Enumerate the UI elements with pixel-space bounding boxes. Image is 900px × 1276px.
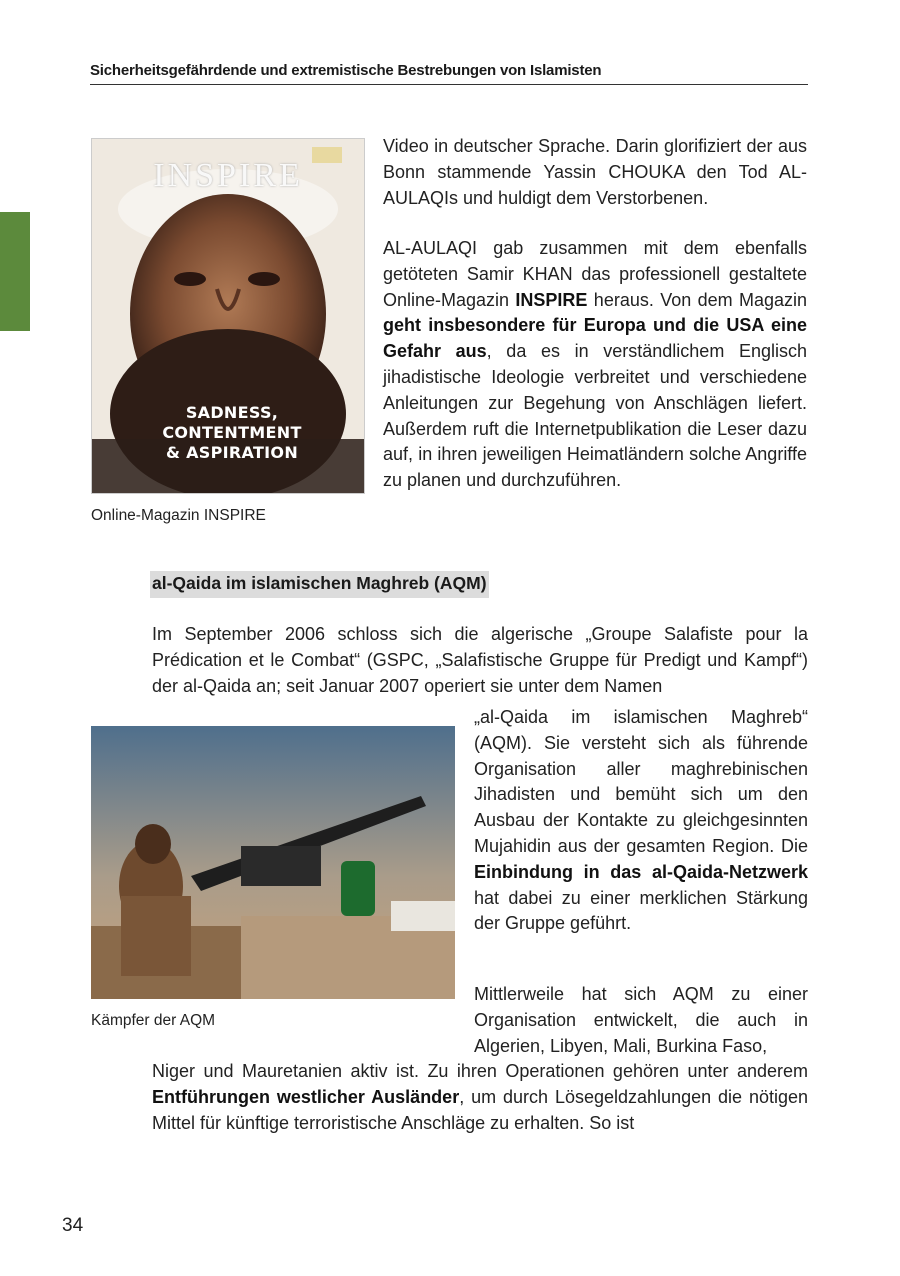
cover-headline-line-1: SADNESS, CONTENTMENT [162,403,302,442]
chapter-tab-marker [0,212,30,331]
paragraph-video: Video in deutscher Sprache. Darin glorifiziert der aus Bonn stammende Yassin CHOUKA den Tod AL-AULAQIs und huldigt dem Verstorbenen. [383,136,807,208]
paragraph-aqm-bold-1: Einbindung in das al-Qaida-Netzwerk [474,861,808,882]
cover-headline [132,403,332,463]
paragraph-inspire-text-3: , da es in verständlichem Englisch jihadistische Ideologie verbreitet und verschiedene Anleitungen zur Begehung von Anschlägen liefert. Außerdem ruft die Internetpublikation die Leser dazu auf, in ihren jeweiligen Heimatländern solche Angriffe zu planen und durchzuführen. [383,341,807,491]
cover-headline-line-2: & ASPIRATION [165,443,299,462]
paragraph-aqm-text-2: hat dabei zu einer merklichen Stärkung der Gruppe geführt. [474,887,808,934]
paragraph-kidnappings-text-1: Niger und Mauretanien aktiv ist. Zu ihren Operationen gehören unter anderem [152,1061,808,1081]
aqm-fighter-photo [91,726,455,999]
paragraph-kidnappings [152,1059,808,1136]
paragraph-inspire-bold-1: INSPIRE [515,289,588,310]
running-header: Sicherheitsgefährdende und extremistische Bestrebungen von Islamisten [90,62,602,79]
paragraph-aqm-description [474,705,808,937]
fighter-photo-graphic [91,726,455,999]
figure-caption-inspire: Online-Magazin INSPIRE [91,507,266,524]
paragraph-inspire-text-2: heraus. Von dem Magazin [587,289,807,310]
paragraph-inspire-text-1: AL-AULAQI gab zusammen mit dem ebenfalls getöteten Samir KHAN das professionell gestaltete Online-Magazin [383,238,807,310]
section-heading-aqm: al-Qaida im islamischen Maghreb (AQM) [150,571,489,598]
paragraph-inspire [383,236,807,494]
paragraph-gspc: Im September 2006 schloss sich die algerische „Groupe Salafiste pour la Prédication et le Combat“ (GSPC, „Salafistische Gruppe für Predigt und Kampf“) der al-Qaida an; seit Januar 2007 operiert sie unter dem Namen [152,624,808,696]
cover-magazine-title: INSPIRE [153,157,303,194]
paragraph-inspire-bold-2: geht insbesondere für Europa und die USA eine Gefahr aus [383,315,807,362]
magazine-cover-image [91,138,365,494]
paragraph-expansion: Mittlerweile hat sich AQM zu einer Organisation entwickelt, die auch in Algerien, Libyen, Mali, Burkina Faso, [474,984,808,1056]
paragraph-kidnappings-text-2: , um durch Lösegeldzahlungen die nötigen Mittel für künftige terroristische Anschläge zu erhalten. So ist [152,1086,809,1133]
figure-caption-fighter: Kämpfer der AQM [91,1012,216,1029]
paragraph-aqm-text-1: „al-Qaida im islamischen Maghreb“ (AQM). Sie versteht sich als führende Organisation aller maghrebinischen Jihadisten und bemüht sich um den Ausbau der Kontakte zu gleichgesinnten Mujahidin aus der gesamten Region. Die [474,707,808,856]
page-number: 34 [62,1215,84,1236]
header-rule [90,84,808,85]
paragraph-kidnappings-bold-1: Entführungen westlicher Ausländer [152,1086,460,1107]
